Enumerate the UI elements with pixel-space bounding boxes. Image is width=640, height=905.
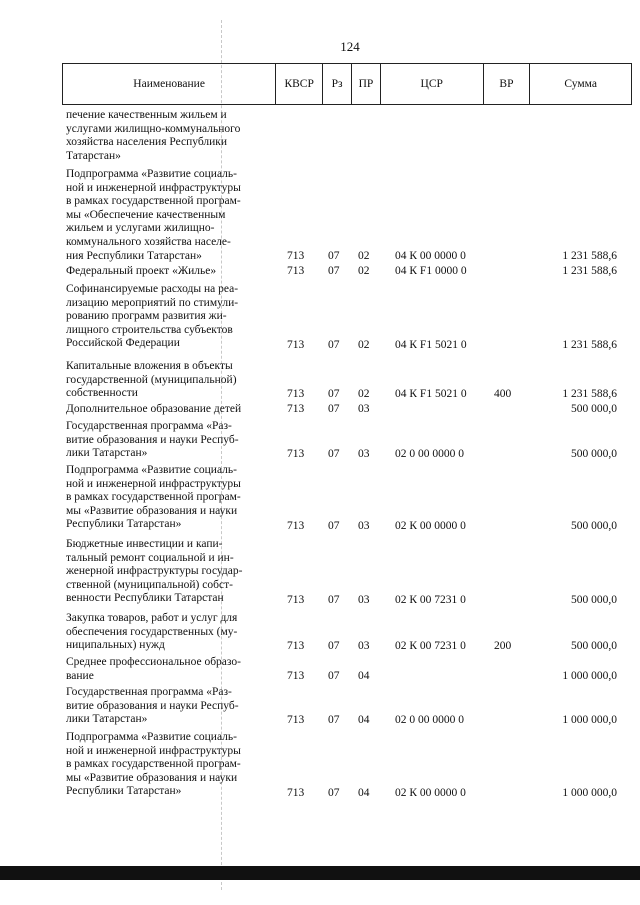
- row-sum: 500 000,0: [571, 448, 617, 460]
- row-sum: 1 000 000,0: [562, 787, 617, 799]
- row-pr: 03: [358, 520, 370, 532]
- row-vr: 200: [494, 640, 512, 652]
- row-name: Дополнительное образование детей: [66, 403, 242, 415]
- row-name: Подпрограмма «Развитие социаль- ной и инженерной инфраструктуры в рамках государственной програм- мы «Развитие образования и науки Республики Татарстан»: [66, 464, 241, 531]
- row-kvsr: 713: [287, 250, 305, 262]
- row-pr: 03: [358, 594, 370, 606]
- row-rz: 07: [328, 640, 340, 652]
- header-rz: Рз: [323, 64, 352, 104]
- header-name: Наименование: [63, 64, 276, 104]
- row-kvsr: 713: [287, 714, 305, 726]
- row-name: Подпрограмма «Развитие социаль- ной и инженерной инфраструктуры в рамках государственной програм- мы «Развитие образования и науки Республики Татарстан»: [66, 731, 241, 798]
- page-number: 124: [340, 39, 360, 54]
- row-sum: 500 000,0: [571, 520, 617, 532]
- row-pr: 04: [358, 787, 370, 799]
- row-pr: 03: [358, 448, 370, 460]
- row-vr: 400: [494, 388, 512, 400]
- header-sum: Сумма: [564, 78, 597, 90]
- row-kvsr: 713: [287, 388, 305, 400]
- row-csr: 02 0 00 0000 0: [395, 448, 464, 460]
- row-name: Федеральный проект «Жилье»: [66, 265, 217, 277]
- row-csr: 02 К 00 7231 0: [395, 640, 466, 652]
- row-name: печение качественным жильем и услугами жилищно-коммунального хозяйства населения Республики Татарстан»: [66, 109, 241, 162]
- row-csr: 02 К 00 0000 0: [395, 520, 466, 532]
- row-name: Капитальные вложения в объекты государственной (муниципальной) собственности: [66, 360, 237, 400]
- row-kvsr: 713: [287, 448, 305, 460]
- row-kvsr: 713: [287, 594, 305, 606]
- row-name: Государственная программа «Раз- витие образования и науки Респуб- лики Татарстан»: [66, 686, 239, 726]
- row-name: Среднее профессиональное образо- вание: [66, 656, 241, 682]
- row-sum: 500 000,0: [571, 640, 617, 652]
- row-pr: 02: [358, 250, 370, 262]
- row-name: Закупка товаров, работ и услуг для обеспечения государственных (му- ниципальных) нужд: [66, 612, 238, 652]
- row-rz: 07: [328, 250, 340, 262]
- row-kvsr: 713: [287, 520, 305, 532]
- row-sum: 1 231 588,6: [562, 250, 617, 262]
- row-rz: 07: [328, 448, 340, 460]
- row-sum: 1 231 588,6: [562, 388, 617, 400]
- header-vr: ВР: [484, 64, 531, 104]
- row-rz: 07: [328, 787, 340, 799]
- row-sum: 1 231 588,6: [562, 339, 617, 351]
- row-kvsr: 713: [287, 787, 305, 799]
- row-rz: 07: [328, 388, 340, 400]
- row-csr: 04 К F1 0000 0: [395, 265, 467, 277]
- row-name: Бюджетные инвестиции и капи- тальный ремонт социальной и ин- женерной инфраструктуры государ- ственной (муниципальной) собст- венности Республики Татарстан: [66, 538, 243, 605]
- row-pr: 03: [358, 403, 370, 415]
- row-sum: 1 000 000,0: [562, 714, 617, 726]
- header-pr: ПР: [352, 64, 381, 104]
- row-rz: 07: [328, 403, 340, 415]
- row-kvsr: 713: [287, 640, 305, 652]
- row-name: Подпрограмма «Развитие социаль- ной и инженерной инфраструктуры в рамках государственной програм- мы «Обеспечение качественным жильем и услугами жилищно- коммунального хозяйства населе- ния Республики Татарстан»: [66, 168, 241, 262]
- table-header: [62, 63, 632, 105]
- row-csr: 04 К F1 5021 0: [395, 388, 467, 400]
- row-csr: 02 К 00 0000 0: [395, 787, 466, 799]
- row-name: Софинансируемые расходы на реа- лизацию мероприятий по стимули- рованию программ развития жи- лищного строительства субъектов Российской Федерации: [66, 283, 239, 350]
- row-csr: 04 К F1 5021 0: [395, 339, 467, 351]
- row-pr: 02: [358, 339, 370, 351]
- row-name: Государственная программа «Раз- витие образования и науки Респуб- лики Татарстан»: [66, 420, 239, 460]
- row-kvsr: 713: [287, 339, 305, 351]
- row-rz: 07: [328, 594, 340, 606]
- row-rz: 07: [328, 520, 340, 532]
- header-csr: ЦСР: [381, 64, 484, 104]
- row-csr: 02 К 00 7231 0: [395, 594, 466, 606]
- row-csr: 02 0 00 0000 0: [395, 714, 464, 726]
- row-sum: 500 000,0: [571, 594, 617, 606]
- row-rz: 07: [328, 670, 340, 682]
- row-pr: 02: [358, 265, 370, 277]
- row-pr: 02: [358, 388, 370, 400]
- row-rz: 07: [328, 265, 340, 277]
- row-sum: 500 000,0: [571, 403, 617, 415]
- row-pr: 04: [358, 670, 370, 682]
- row-kvsr: 713: [287, 265, 305, 277]
- row-pr: 03: [358, 640, 370, 652]
- header-kvsr: КВСР: [276, 64, 323, 104]
- row-kvsr: 713: [287, 670, 305, 682]
- row-rz: 07: [328, 339, 340, 351]
- row-sum: 1 231 588,6: [562, 265, 617, 277]
- row-sum: 1 000 000,0: [562, 670, 617, 682]
- scan-bottom-edge: [0, 866, 640, 880]
- row-pr: 04: [358, 714, 370, 726]
- row-csr: 04 К 00 0000 0: [395, 250, 466, 262]
- row-kvsr: 713: [287, 403, 305, 415]
- row-rz: 07: [328, 714, 340, 726]
